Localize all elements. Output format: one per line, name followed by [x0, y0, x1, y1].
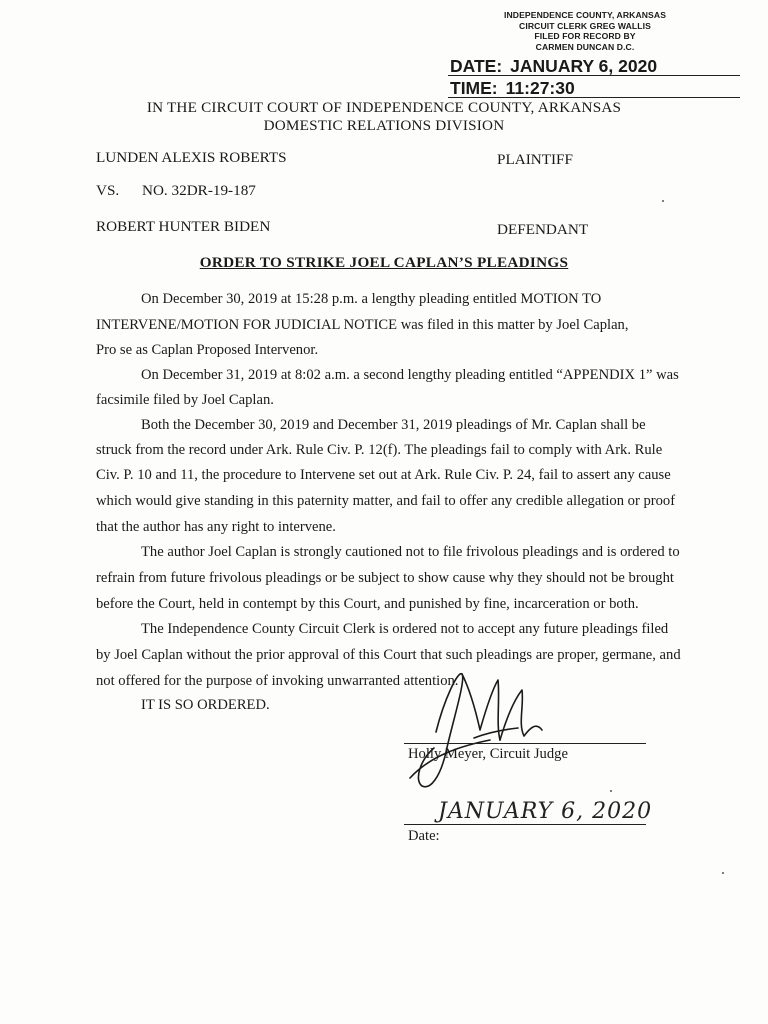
date-line: [404, 824, 646, 825]
court-division: DOMESTIC RELATIONS DIVISION: [263, 117, 505, 134]
paragraph-line: that the author has any right to intervene.: [96, 519, 336, 535]
paragraph-line: Both the December 30, 2019 and December 31, 2019 pleadings of Mr. Caplan shall be: [141, 417, 646, 433]
order-title: ORDER TO STRIKE JOEL CAPLAN’S PLEADINGS: [199, 254, 569, 271]
scan-speck: [662, 200, 664, 202]
scan-speck: [610, 790, 612, 792]
defendant-name: ROBERT HUNTER BIDEN: [96, 218, 271, 235]
scan-speck: [722, 872, 724, 874]
judge-name: Holly Meyer, Circuit Judge: [408, 746, 568, 762]
stamp-time: [448, 79, 740, 98]
paragraph-line: by Joel Caplan without the prior approval of this Court that such pleadings are proper, germane, and: [96, 647, 681, 663]
stamp-line: FILED FOR RECORD BY: [534, 31, 636, 41]
paragraph-line: facsimile filed by Joel Caplan.: [96, 392, 274, 408]
defendant-label: DEFENDANT: [497, 221, 589, 238]
court-name: IN THE CIRCUIT COURT OF INDEPENDENCE COUNTY, ARKANSAS: [146, 99, 622, 116]
paragraph-line: before the Court, held in contempt by this Court, and punished by fine, incarceration or both.: [96, 596, 639, 612]
paragraph-line: On December 30, 2019 at 15:28 p.m. a lengthy pleading entitled MOTION TO: [141, 291, 602, 307]
stamp-line: CIRCUIT CLERK GREG WALLIS: [519, 20, 651, 31]
case-number: NO. 32DR-19-187: [142, 182, 256, 199]
stamp-date-label: DATE:: [450, 56, 503, 76]
paragraph-line: On December 31, 2019 at 8:02 a.m. a second lengthy pleading entitled “APPENDIX 1” was: [141, 367, 679, 383]
paragraph-line: INTERVENE/MOTION FOR JUDICIAL NOTICE was filed in this matter by Joel Caplan,: [96, 317, 629, 333]
vs-label: VS.: [96, 182, 120, 199]
so-ordered: IT IS SO ORDERED.: [141, 697, 270, 713]
plaintiff-label: PLAINTIFF: [497, 151, 573, 168]
signature-scribble-icon: [400, 660, 660, 800]
paragraph-line: not offered for the purpose of invoking unwarranted attention.: [96, 673, 459, 689]
stamp-time-label: TIME:: [450, 78, 498, 98]
stamp-line: CARMEN DUNCAN D.C.: [535, 41, 635, 52]
stamp-date-value: JANUARY 6, 2020: [510, 56, 658, 76]
handwritten-date: JANUARY 6, 2020: [438, 799, 653, 824]
filing-stamp: [480, 10, 690, 52]
paragraph-line: refrain from future frivolous pleadings or be subject to show cause why they should not be brought: [96, 570, 674, 586]
stamp-time-value: 11:27:30: [505, 78, 575, 98]
stamp-line: INDEPENDENCE COUNTY, ARKANSAS: [503, 10, 667, 20]
date-label: Date:: [408, 828, 440, 844]
paragraph-line: The Independence County Circuit Clerk is ordered not to accept any future pleadings filed: [141, 621, 669, 637]
paragraph-line: Civ. P. 10 and 11, the procedure to Intervene set out at Ark. Rule Civ. P. 24, fail to assert any cause: [96, 467, 671, 483]
paragraph-line: struck from the record under Ark. Rule Civ. P. 12(f). The pleadings fail to comply with Ark. Rule: [96, 442, 663, 458]
paragraph-line: Pro se as Caplan Proposed Intervenor.: [96, 342, 319, 358]
stamp-date: [448, 57, 740, 76]
paragraph-line: which would give standing in this paternity matter, and fail to offer any credible allegation or proof: [96, 493, 676, 509]
paragraph-line: The author Joel Caplan is strongly cautioned not to file frivolous pleadings and is ordered to: [141, 544, 680, 560]
plaintiff-name: LUNDEN ALEXIS ROBERTS: [96, 149, 287, 166]
signature-line: [404, 743, 646, 744]
judge-signature: [400, 660, 660, 800]
court-heading: [0, 99, 768, 135]
